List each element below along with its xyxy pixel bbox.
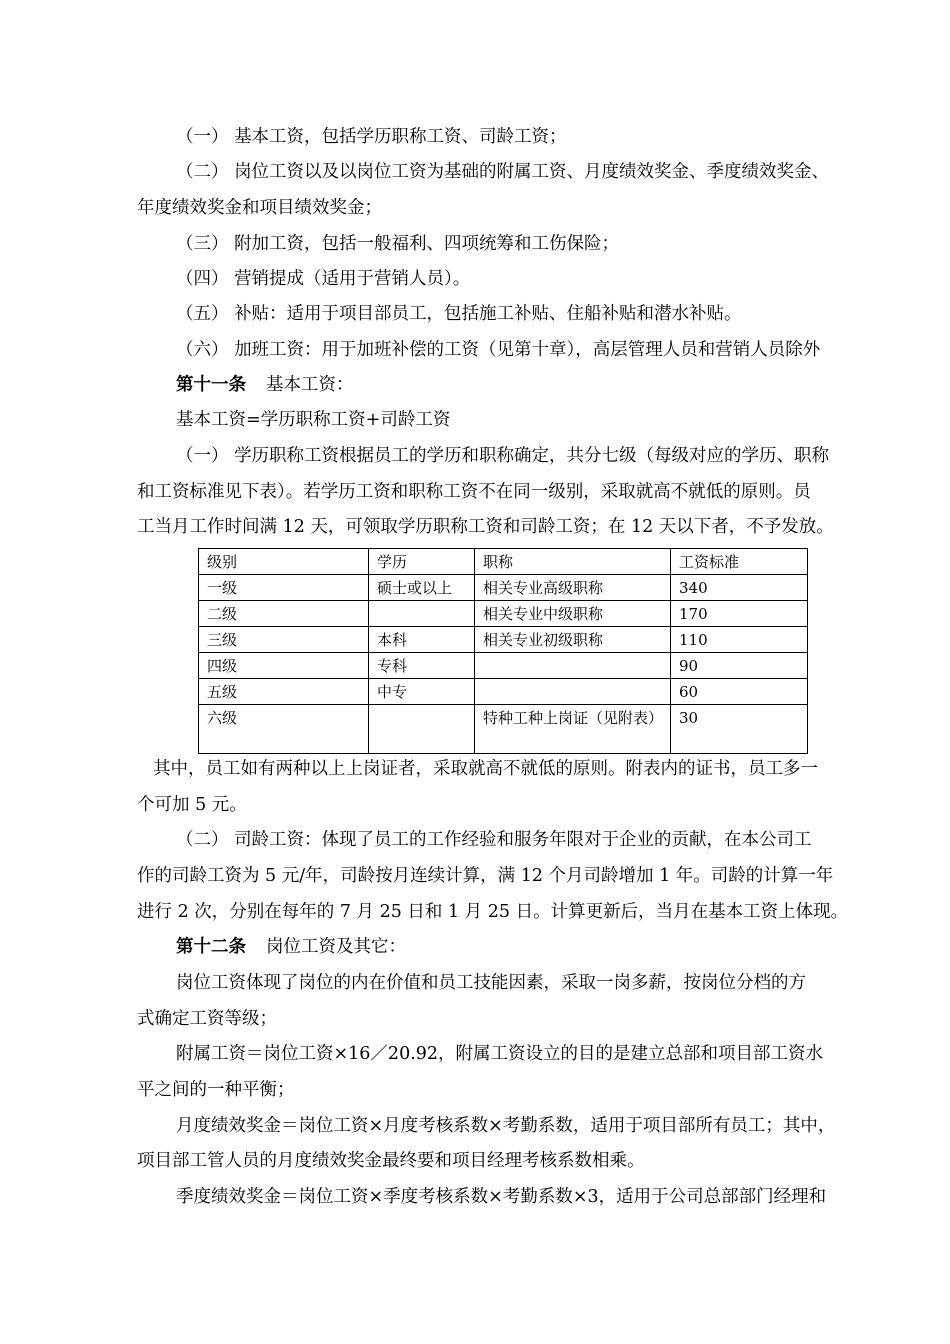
table-row	[199, 627, 808, 653]
table-row	[199, 705, 808, 754]
cell-grade: 二级	[199, 601, 369, 627]
header-education: 学历	[369, 549, 475, 575]
item-1-basic-salary: （一） 基本工资，包括学历职称工资、司龄工资；	[176, 127, 567, 147]
item-6-overtime: （六） 加班工资：用于加班补偿的工资（见第十章），高层管理人员和营销人员除外	[176, 340, 821, 360]
article-11-heading	[176, 374, 354, 396]
cell-education	[369, 705, 475, 754]
header-title: 职称	[475, 549, 671, 575]
cell-title: 相关专业高级职称	[475, 575, 671, 601]
cell-salary: 340	[671, 575, 808, 601]
cell-title: 相关专业初级职称	[475, 627, 671, 653]
article-12-title: 岗位工资及其它：	[266, 937, 406, 957]
article-11-title: 基本工资：	[266, 375, 354, 395]
cell-education	[369, 601, 475, 627]
cell-grade: 三级	[199, 627, 369, 653]
cell-education: 中专	[369, 679, 475, 705]
education-salary-para-2: 和工资标准见下表）。若学历工资和职称工资不在同一级别，采取就高不就低的原则。员	[137, 482, 811, 502]
item-5-allowance: （五） 补贴：适用于项目部员工，包括施工补贴、住船补贴和潜水补贴。	[176, 304, 742, 324]
seniority-salary-para-1: （二） 司龄工资：体现了员工的工作经验和服务年限对于企业的贡献，在本公司工	[176, 830, 812, 850]
header-grade: 级别	[199, 549, 369, 575]
certificate-note-2: 个可加 5 元。	[137, 795, 247, 815]
table-header-row	[199, 549, 808, 575]
monthly-bonus-para-1: 月度绩效奖金＝岗位工资×月度考核系数×考勤系数，适用于项目部所有员工；其中，	[176, 1116, 836, 1136]
cell-salary: 60	[671, 679, 808, 705]
item-4-sales-commission: （四） 营销提成（适用于营销人员）。	[176, 269, 471, 289]
cell-title: 相关专业中级职称	[475, 601, 671, 627]
cell-grade: 一级	[199, 575, 369, 601]
item-3-additional-salary: （三） 附加工资，包括一般福利、四项统筹和工伤保险；	[176, 234, 620, 254]
cell-grade: 五级	[199, 679, 369, 705]
education-salary-para-3: 工当月工作时间满 12 天，可领取学历职称工资和司龄工资；在 12 天以下者，不予发放。	[137, 517, 834, 537]
cell-title	[475, 679, 671, 705]
cell-title	[475, 653, 671, 679]
quarterly-bonus-para-1: 季度绩效奖金＝岗位工资×季度考核系数×考勤系数×3，适用于公司总部部门经理和	[176, 1187, 827, 1207]
attached-salary-para-2: 平之间的一种平衡；	[137, 1080, 295, 1100]
monthly-bonus-para-2: 项目部工管人员的月度绩效奖金最终要和项目经理考核系数相乘。	[137, 1151, 645, 1171]
cell-salary: 110	[671, 627, 808, 653]
certificate-note-1: 其中，员工如有两种以上上岗证者，采取就高不就低的原则。附表内的证书，员工多一	[153, 759, 818, 779]
item-2-position-salary: （二） 岗位工资以及以岗位工资为基础的附属工资、月度绩效奖金、季度绩效奖金、	[176, 162, 830, 182]
position-salary-para-1: 岗位工资体现了岗位的内在价值和员工技能因素，采取一岗多薪，按岗位分档的方	[176, 973, 806, 993]
seniority-salary-para-3: 进行 2 次，分别在每年的 7 月 25 日和 1 月 25 日。计算更新后，当月在基本工资上体现。	[137, 902, 849, 922]
cell-salary: 90	[671, 653, 808, 679]
cell-education: 本科	[369, 627, 475, 653]
article-12-number: 第十二条	[176, 937, 246, 957]
table-row	[199, 679, 808, 705]
salary-table	[198, 548, 808, 754]
table-row	[199, 601, 808, 627]
basic-salary-formula: 基本工资=学历职称工资+司龄工资	[176, 410, 451, 430]
seniority-salary-para-2: 作的司龄工资为 5 元/年，司龄按月连续计算，满 12 个月司龄增加 1 年。司龄的计算一年	[137, 866, 834, 886]
cell-salary: 30	[671, 705, 808, 754]
attached-salary-para-1: 附属工资＝岗位工资×16／20.92，附属工资设立的目的是建立总部和项目部工资水	[176, 1044, 824, 1064]
cell-education: 硕士或以上	[369, 575, 475, 601]
table-row	[199, 653, 808, 679]
header-salary-standard: 工资标准	[671, 549, 808, 575]
cell-education: 专科	[369, 653, 475, 679]
cell-grade: 六级	[199, 705, 369, 754]
education-salary-para-1: （一） 学历职称工资根据员工的学历和职称确定，共分七级（每级对应的学历、职称	[176, 446, 830, 466]
salary-grade-table	[198, 548, 808, 754]
article-12-heading	[176, 936, 406, 958]
cell-grade: 四级	[199, 653, 369, 679]
cell-title: 特种工种上岗证（见附表）	[475, 705, 671, 754]
cell-salary: 170	[671, 601, 808, 627]
table-row	[199, 575, 808, 601]
article-11-number: 第十一条	[176, 375, 246, 395]
item-2-position-salary-cont: 年度绩效奖金和项目绩效奖金；	[137, 198, 382, 218]
position-salary-para-2: 式确定工资等级；	[137, 1009, 277, 1029]
